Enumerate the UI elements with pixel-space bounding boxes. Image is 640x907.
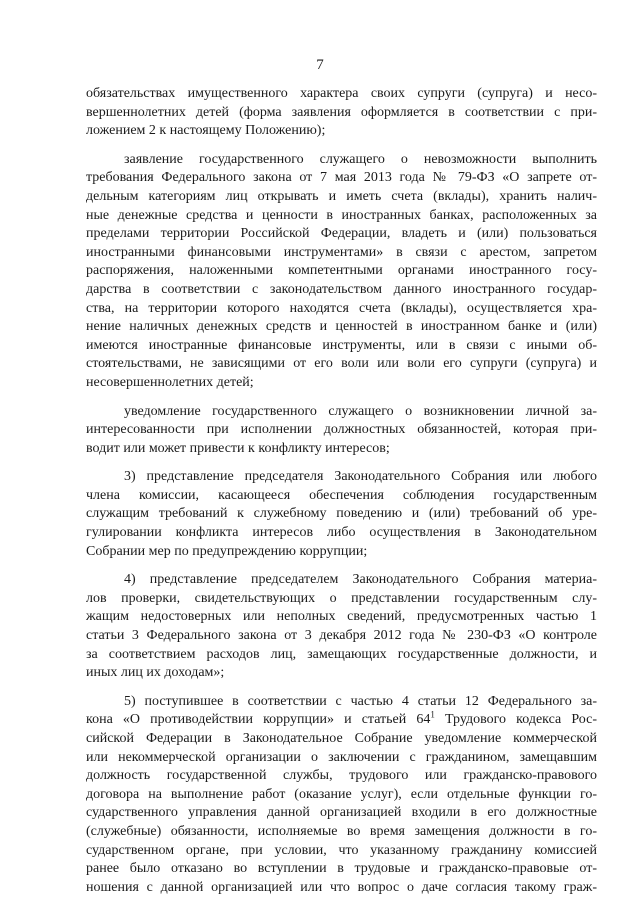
paragraph-line: гулировании конфликта интересов либо осуществления в Законодательном bbox=[86, 525, 597, 541]
paragraph-line: иностранными финансовыми инструментами» в связи с арестом, запретом bbox=[86, 244, 597, 260]
paragraph-line: уведомление государственного служащего о возникновении личной за- bbox=[124, 403, 597, 419]
paragraph-line: распоряжения, наложенными компетентными органами иностранного госу- bbox=[86, 263, 597, 279]
paragraph-line: ношения с данной организацией или что вопрос о даче согласия такому граж- bbox=[86, 879, 597, 895]
paragraph-p2 bbox=[86, 403, 597, 459]
paragraph-line: дарства в соответствии с законодательством данного иностранного государ- bbox=[86, 281, 597, 297]
paragraph-line: несовершеннолетних детей; bbox=[86, 374, 254, 390]
paragraph-p5 bbox=[86, 693, 597, 898]
paragraph-line: стоятельствами, не зависящими от его воли или воли его супруги (супруга) и bbox=[86, 356, 597, 372]
paragraph-line: ложением 2 к настоящему Положению); bbox=[86, 123, 326, 139]
paragraph-line: ные денежные средства и ценности в иностранных банках, расположенных за bbox=[86, 207, 597, 223]
paragraph-line: сударственного управления данной организацией входили в его должностные bbox=[86, 805, 597, 821]
paragraph-line: жащим недостоверных или неполных сведений, предусмотренных частью 1 bbox=[86, 609, 597, 625]
paragraph-line: лов проверки, свидетельствующих о представлении государственным слу- bbox=[86, 590, 597, 606]
paragraph-line: дельным категориям лиц открывать и иметь счета (вклады), хранить налич- bbox=[86, 188, 597, 204]
paragraph-line: 4) представление председателем Законодательного Собрания материа- bbox=[124, 572, 597, 588]
paragraph-line: иных лиц их доходам»; bbox=[86, 665, 225, 681]
paragraph-line: договора на выполнение работ (оказание услуг), если отдельные функции го- bbox=[86, 786, 597, 802]
paragraph-line: Собрании мер по предупреждению коррупции; bbox=[86, 543, 368, 559]
paragraph-line: кона «О противодействии коррупции» и статьей $64^1$ Трудового кодекса Рос- bbox=[86, 709, 597, 728]
paragraph-line: имеются иностранные финансовые инструменты, или в связи с иными об- bbox=[86, 337, 597, 353]
paragraph-line: пределами территории Российской Федерации, владеть и (или) пользоваться bbox=[86, 226, 597, 242]
paragraph-line: интересованности при исполнении должностных обязанностей, которая при- bbox=[86, 422, 597, 438]
paragraph-line: сударственном органе, при условии, что указанному гражданину комиссией bbox=[86, 842, 597, 858]
paragraph-line: заявление государственного служащего о невозможности выполнить bbox=[124, 151, 597, 167]
paragraph-line: ства, на территории которого находятся счета (вклады), осуществляется хра- bbox=[86, 300, 597, 316]
document-body bbox=[86, 85, 597, 907]
paragraph-line: ранее было отказано во вступлении в трудовые и гражданско-правовые от- bbox=[86, 861, 597, 877]
paragraph-line: статьи 3 Федерального закона от 3 декабря 2012 года № 230-ФЗ «О контроле bbox=[86, 628, 597, 644]
paragraph-line: нение наличных денежных средств и ценностей в иностранном банке и (или) bbox=[86, 319, 597, 335]
paragraph-p0 bbox=[86, 85, 597, 141]
paragraph-line: сийской Федерации в Законодательное Собрание уведомление коммерческой bbox=[86, 731, 597, 746]
paragraph-line: или некоммерческой организации о заключении с гражданином, замещавшим bbox=[86, 749, 597, 765]
paragraph-line: 3) представление председателя Законодательного Собрания или любого bbox=[124, 469, 597, 485]
page-number: 7 bbox=[316, 57, 324, 73]
paragraph-line: (служебные) обязанности, исполняемые во время замещения должности в го- bbox=[86, 823, 597, 839]
paragraph-p4 bbox=[86, 571, 597, 683]
paragraph-line: обязательствах имущественного характера своих супруги (супруга) и несо- bbox=[86, 86, 597, 101]
paragraph-p3 bbox=[86, 468, 597, 561]
paragraph-p1 bbox=[86, 151, 597, 393]
paragraph-line: за соответствием расходов лиц, замещающих государственные должности, и bbox=[86, 646, 597, 662]
paragraph-line: вершеннолетних детей (форма заявления оформляется в соответствии с при- bbox=[86, 104, 597, 120]
paragraph-line: водит или может привести к конфликту интересов; bbox=[86, 440, 390, 456]
paragraph-line: требования Федерального закона от 7 мая 2013 года № 79-ФЗ «О запрете от- bbox=[86, 170, 597, 186]
paragraph-line: 5) поступившее в соответствии с частью 4 статьи 12 Федерального за- bbox=[124, 693, 597, 709]
paragraph-line: должность государственной службы, трудового или гражданско-правового bbox=[86, 768, 597, 784]
paragraph-line: служащим требований к служебному поведению и (или) требований об уре- bbox=[86, 506, 597, 522]
paragraph-line: члена комиссии, касающееся обеспечения соблюдения государственным bbox=[86, 487, 597, 503]
